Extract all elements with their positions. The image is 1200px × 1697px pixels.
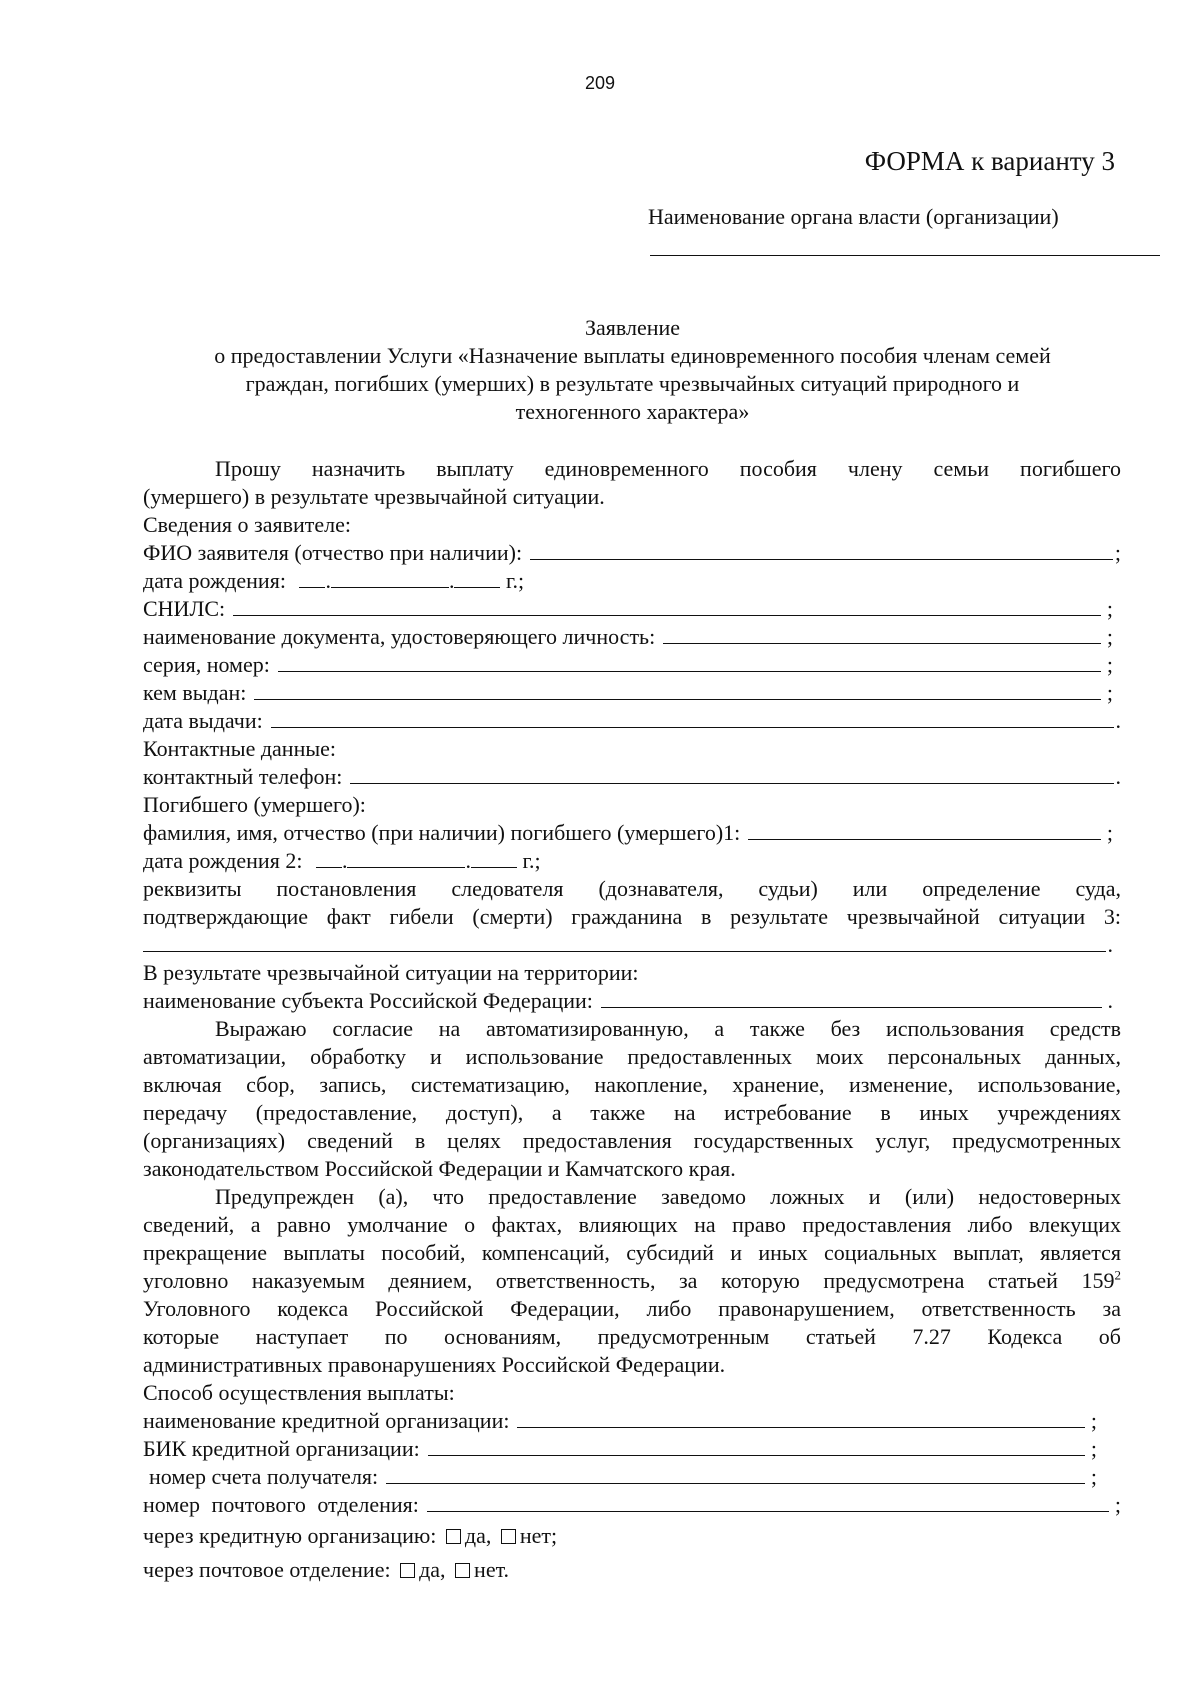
post-office-row: номер почтового отделения: ; — [143, 1492, 1121, 1517]
deceased-fio-field[interactable] — [748, 819, 1101, 840]
applicant-fio-field[interactable] — [530, 539, 1113, 560]
request-text: Прошу назначить выплату единовременного пособия члену семьи погибшего — [215, 456, 1121, 481]
field-label: серия, номер: — [143, 652, 270, 677]
phone-field[interactable] — [350, 763, 1113, 784]
account-field[interactable] — [386, 1463, 1085, 1484]
deceased-fio-row: фамилия, имя, отчество (при наличии) погибшего (умершего)1: ; — [143, 820, 1113, 845]
authority-field[interactable] — [650, 255, 1160, 256]
requisites-row: . — [143, 931, 1121, 959]
territory-heading: В результате чрезвычайной ситуации на территории: — [143, 960, 639, 985]
field-label: номер почтового отделения: — [143, 1492, 419, 1517]
post-office-field[interactable] — [427, 1491, 1109, 1512]
consent-text: (организациях) сведений в целях предоставления государственных услуг, предусмотренных — [143, 1128, 1121, 1153]
bik-field[interactable] — [428, 1435, 1085, 1456]
deceased-heading: Погибшего (умершего): — [143, 792, 366, 817]
id-document-field[interactable] — [663, 623, 1101, 644]
title-line: Заявление — [584, 315, 681, 340]
warning-text: Предупрежден (а), что предоставление заведомо ложных и (или) недостоверных — [215, 1184, 1121, 1209]
warning-text: которые наступает по основаниям, предусмотренным статьей 7.27 Кодекса об — [143, 1324, 1121, 1349]
warning-text: прекращение выплаты пособий, компенсаций, субсидий и иных социальных выплат, является — [143, 1240, 1121, 1265]
deceased-birth-year-field[interactable] — [471, 849, 517, 868]
title-line: техногенного характера» — [515, 399, 750, 424]
issue-date-row: дата выдачи: . — [143, 708, 1121, 733]
field-label: через кредитную организацию: — [143, 1523, 437, 1548]
field-label: через почтовое отделение: — [143, 1557, 391, 1582]
deceased-birth-day-field[interactable] — [316, 849, 342, 868]
deceased-birth-month-field[interactable] — [347, 849, 465, 868]
subject-row: наименование субъекта Российской Федерации: . — [143, 988, 1113, 1013]
deceased-birth-date-row: дата рождения 2: . . г.; — [143, 848, 541, 873]
warning-text: административных правонарушениях Российской Федерации. — [143, 1352, 726, 1377]
form-body — [143, 455, 1121, 1587]
page-number: 209 — [584, 73, 616, 93]
via-post-yes-checkbox[interactable] — [400, 1563, 415, 1578]
field-label: фамилия, имя, отчество (при наличии) погибшего (умершего)1: — [143, 820, 741, 845]
request-text: (умершего) в результате чрезвычайной ситуации. — [143, 484, 605, 509]
birth-year-field[interactable] — [454, 569, 500, 588]
contacts-heading: Контактные данные: — [143, 736, 336, 761]
account-row: номер счета получателя: ; — [143, 1463, 1121, 1491]
field-label: наименование кредитной организации: — [143, 1408, 510, 1433]
consent-text: включая сбор, запись, систематизацию, накопление, хранение, изменение, использование, — [143, 1072, 1121, 1097]
applicant-fio-row: ФИО заявителя (отчество при наличии): ; — [143, 540, 1121, 565]
field-label: БИК кредитной организации: — [143, 1436, 420, 1461]
field-label: наименование субъекта Российской Федерации: — [143, 988, 593, 1013]
title-line: граждан, погибших (умерших) в результате чрезвычайных ситуаций природного и — [245, 371, 1020, 396]
requisites-text: реквизиты постановления следователя (дознавателя, судьи) или определение суда, — [143, 876, 1121, 901]
field-label: ФИО заявителя (отчество при наличии): — [143, 540, 523, 565]
bik-row: БИК кредитной организации: ; — [143, 1436, 1097, 1461]
authority-label: Наименование органа власти (организации) — [648, 204, 1059, 229]
snils-row: СНИЛС: ; — [143, 596, 1113, 621]
warning-text: сведений, а равно умолчание о фактах, влияющих на право предоставления либо влекущих — [143, 1212, 1121, 1237]
field-label: СНИЛС: — [143, 596, 226, 621]
birth-month-field[interactable] — [331, 569, 449, 588]
field-label: дата рождения: — [143, 568, 286, 593]
bank-name-row: наименование кредитной организации: ; — [143, 1408, 1097, 1433]
applicant-birth-date-row: дата рождения: . . г.; — [143, 568, 525, 593]
issued-by-field[interactable] — [254, 679, 1101, 700]
field-label: дата выдачи: — [143, 708, 263, 733]
subject-field[interactable] — [601, 987, 1102, 1008]
via-post-no-checkbox[interactable] — [455, 1563, 470, 1578]
bank-name-field[interactable] — [517, 1407, 1084, 1428]
consent-text: Выражаю согласие на автоматизированную, а также без использования средств — [215, 1016, 1121, 1041]
payment-heading: Способ осуществления выплаты: — [143, 1380, 455, 1405]
via-bank-yes-checkbox[interactable] — [446, 1529, 461, 1544]
applicant-heading: Сведения о заявителе: — [143, 512, 352, 537]
snils-field[interactable] — [233, 595, 1101, 616]
phone-row: контактный телефон: . — [143, 764, 1121, 789]
consent-text: автоматизации, обработку и использование предоставленных моих персональных данных, — [143, 1044, 1121, 1069]
via-bank-no-checkbox[interactable] — [501, 1529, 516, 1544]
via-bank-row: через кредитную организацию: да, нет; — [143, 1523, 558, 1548]
superscript: 2 — [1114, 1267, 1121, 1283]
field-label: кем выдан: — [143, 680, 247, 705]
title-line: о предоставлении Услуги «Назначение выплаты единовременного пособия членам семей — [214, 343, 1051, 368]
field-label: номер счета получателя: — [149, 1464, 379, 1489]
issued-by-row: кем выдан: ; — [143, 680, 1113, 705]
issue-date-field[interactable] — [271, 707, 1114, 728]
via-post-row: через почтовое отделение: да, нет. — [143, 1557, 510, 1582]
field-label: контактный телефон: — [143, 764, 343, 789]
warning-text: Уголовного кодекса Российской Федерации, либо правонарушением, ответственность за — [143, 1296, 1121, 1321]
requisites-field[interactable] — [143, 931, 1106, 952]
id-document-row: наименование документа, удостоверяющего личность: ; — [143, 624, 1113, 649]
requisites-text: подтверждающие факт гибели (смерти) гражданина в результате чрезвычайной ситуации 3: — [143, 904, 1121, 929]
series-number-row: серия, номер: ; — [143, 652, 1113, 677]
field-label: дата рождения 2: — [143, 848, 303, 873]
series-number-field[interactable] — [278, 651, 1101, 672]
consent-text: передачу (предоставление, доступ), а также на истребование в иных учреждениях — [143, 1100, 1121, 1125]
consent-text: законодательством Российской Федерации и Камчатского края. — [143, 1156, 736, 1181]
document-title — [145, 314, 1120, 426]
warning-text: уголовно наказуемым деянием, ответственность, за которую предусмотрена статьей $159^2$ — [143, 1267, 1121, 1293]
birth-day-field[interactable] — [299, 569, 325, 588]
form-label: ФОРМА к варианту 3 — [864, 146, 1115, 176]
field-label: наименование документа, удостоверяющего личность: — [143, 624, 656, 649]
